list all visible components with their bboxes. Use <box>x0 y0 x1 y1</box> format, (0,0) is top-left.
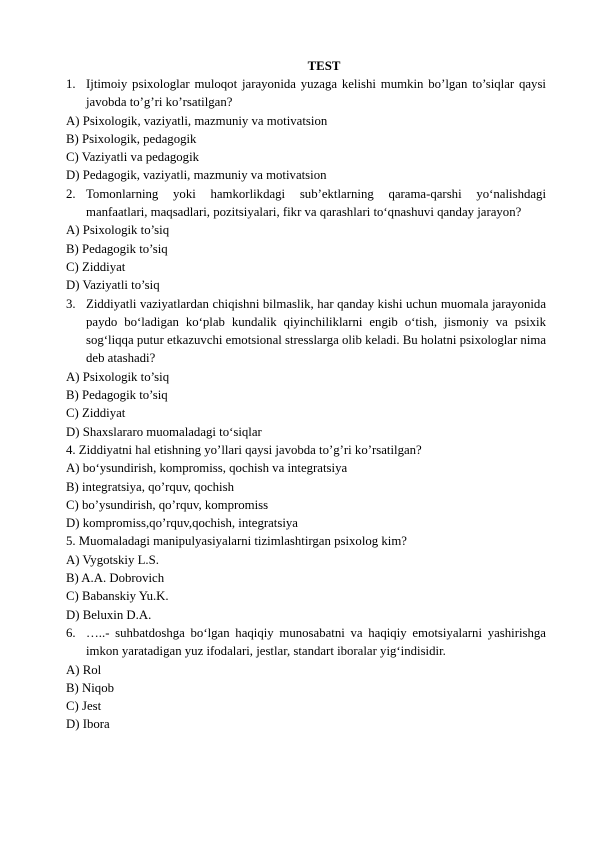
option-c: C) Vaziyatli va pedagogik <box>66 150 200 165</box>
question-1 <box>66 75 546 112</box>
option-d: D) Pedagogik, vaziyatli, mazmuniy va motivatsion <box>66 168 327 183</box>
option-a: A) bo‘ysundirish, kompromiss, qochish va integratsiya <box>66 461 348 476</box>
question-5: 5. Muomaladagi manipulyasiyalarni tizimlashtirgan psixolog kim? <box>66 534 407 549</box>
option-b: B) Niqob <box>66 680 114 695</box>
question-number: 1. <box>66 77 76 91</box>
option-d: D) Vaziyatli to’siq <box>66 278 160 293</box>
question-4: 4. Ziddiyatni hal etishning yo’llari qaysi javobda to’g’ri ko’rsatilgan? <box>66 442 422 457</box>
question-3 <box>66 295 546 368</box>
option-a: A) Psixologik to’siq <box>66 369 170 384</box>
question-number: 6. <box>66 625 76 640</box>
option-a: A) Psixologik to’siq <box>66 223 170 238</box>
option-c: C) Jest <box>66 699 102 714</box>
option-c: C) Ziddiyat <box>66 259 126 274</box>
question-text: …..- suhbatdoshga bo‘lgan haqiqiy munosabatni va haqiqiy emotsiyalarni yashirishga imkon yaratadigan yuz ifodalari, jestlar, standart iboralar yig‘indisidir. <box>86 625 546 659</box>
question-number: 3. <box>66 296 76 311</box>
question-number: 2. <box>66 186 76 201</box>
option-d: D) Ibora <box>66 717 110 732</box>
question-text: Tomonlarning yoki hamkorlikdagi sub’ektlarning qarama-qarshi yo‘nalishdagi manfaatlari, maqsadlari, pozitsiyalari, fikr va qarashlari to‘qnashuvi qanday jarayon? <box>86 186 546 220</box>
option-b: B) Pedagogik to’siq <box>66 241 168 256</box>
option-b: B) Pedagogik to’siq <box>66 388 168 403</box>
option-c: C) bo’ysundirish, qo’rquv, kompromiss <box>66 497 269 512</box>
question-6 <box>66 624 546 661</box>
option-b: B) integratsiya, qo’rquv, qochish <box>66 479 234 494</box>
option-b: B) Psixologik, pedagogik <box>66 131 197 146</box>
question-text: Ziddiyatli vaziyatlardan chiqishni bilmaslik, har qanday kishi uchun muomala jarayonida paydo bo‘ladigan ko‘plab kundalik qiyinchiliklarni engib o‘tish, jismoniy va psixik sog‘liqqa putur etkazuvchi emotsional stresslarga olib keladi. Bu holatni psixologlar nima deb atashadi? <box>86 296 547 366</box>
document-title: TEST <box>307 59 341 73</box>
option-a: A) Rol <box>66 662 102 677</box>
option-b: B) A.A. Dobrovich <box>66 571 165 586</box>
option-a: A) Psixologik, vaziyatli, mazmuniy va motivatsion <box>66 113 328 128</box>
option-d: D) kompromiss,qo’rquv,qochish, integratsiya <box>66 516 298 531</box>
option-c: C) Ziddiyat <box>66 406 126 421</box>
option-c: C) Babanskiy Yu.K. <box>66 589 169 604</box>
question-2 <box>66 185 546 222</box>
option-d: D) Shaxslararo muomaladagi to‘siqlar <box>66 424 262 439</box>
option-a: A) Vygotskiy L.S. <box>66 552 159 567</box>
document-page <box>66 57 546 734</box>
option-d: D) Beluxin D.A. <box>66 607 152 622</box>
question-text: Ijtimoiy psixologlar muloqot jarayonida yuzaga kelishi mumkin bo’lgan to’siqlar qaysi javobda to’g’ri ko’rsatilgan? <box>86 77 546 110</box>
